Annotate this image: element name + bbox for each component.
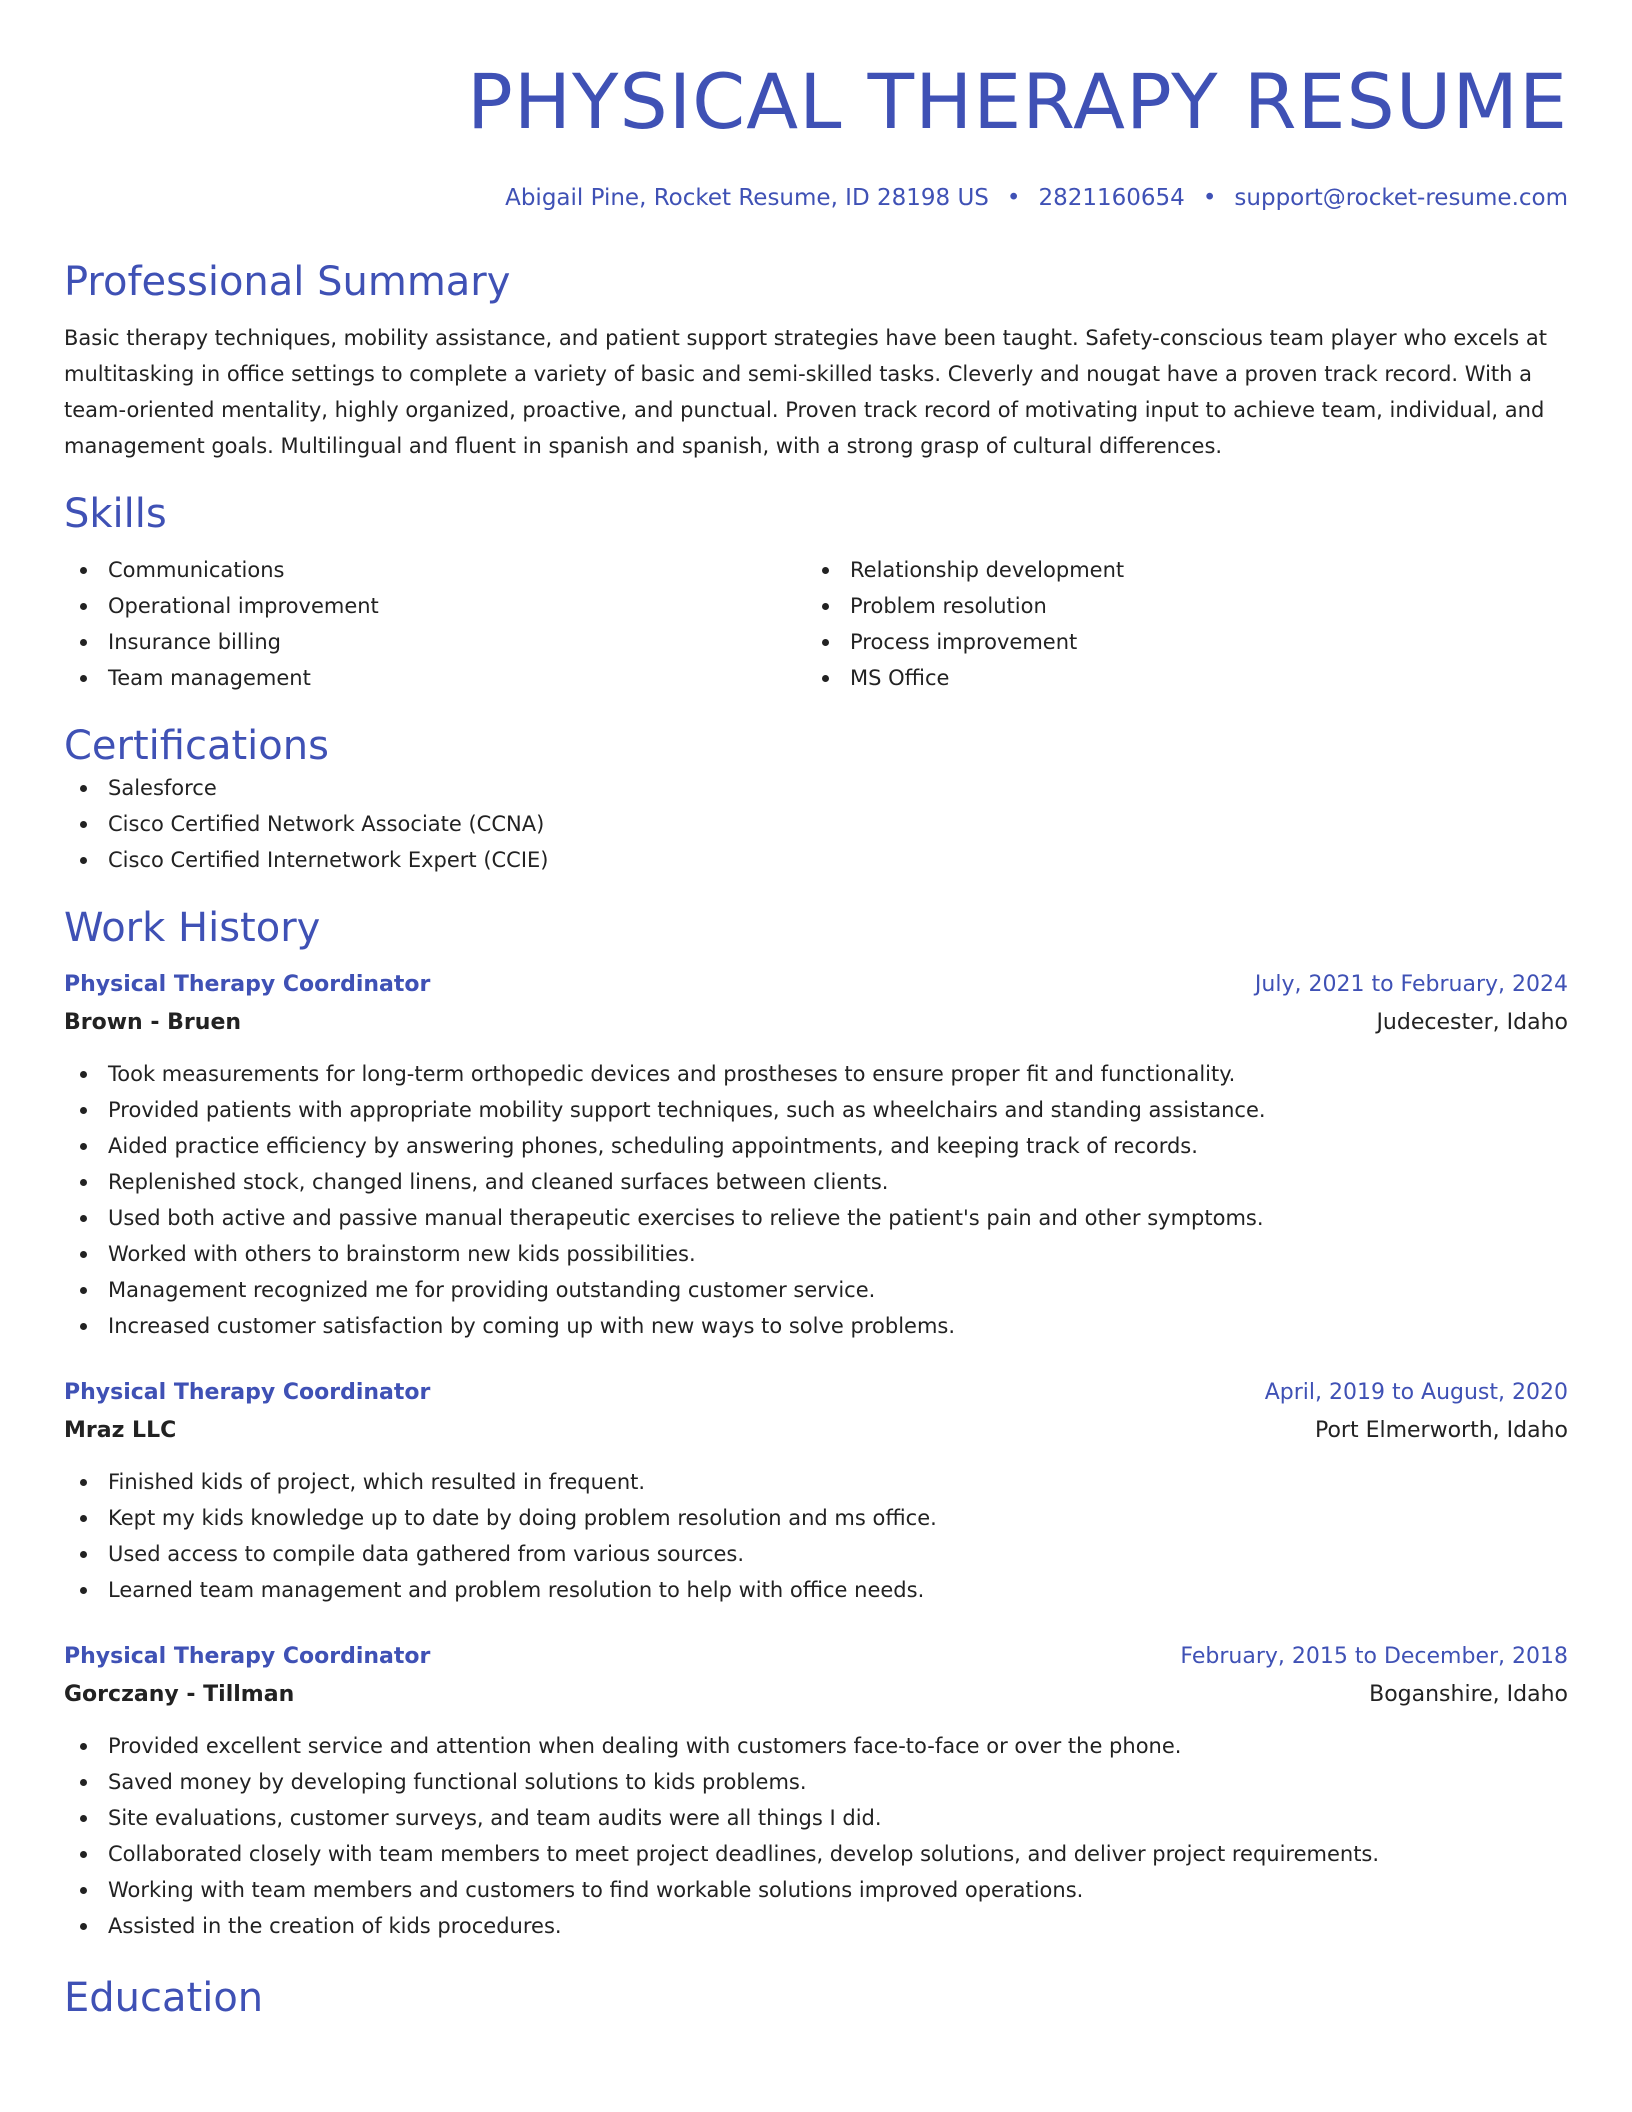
education-heading: Education [64,1975,264,2021]
job-bullet: Provided patients with appropriate mobility support techniques, such as wheelchairs and standing assistance. [64,1092,1568,1128]
job-dates: February, 2015 to December, 2018 [1180,1644,1568,1669]
job-bullet: Provided excellent service and attention when dealing with customers face-to-face or over the phone. [64,1728,1568,1764]
job-location: Boganshire, Idaho [1369,1682,1568,1707]
job-title: Physical Therapy Coordinator [64,1644,431,1669]
job-entry [64,1638,1568,1944]
skills-column-right [806,552,1548,696]
job-bullet: Learned team management and problem resolution to help with office needs. [64,1572,1568,1608]
skills-columns [64,552,1568,696]
separator-dot: • [1202,185,1217,211]
work-history-heading: Work History [64,905,321,951]
job-bullet: Increased customer satisfaction by coming up with new ways to solve problems. [64,1308,1568,1344]
skills-list-left [64,552,806,696]
skill-item: Process improvement [806,624,1548,660]
job-entry [64,1374,1568,1608]
job-dates: July, 2021 to February, 2024 [1254,972,1568,997]
job-bullet: Working with team members and customers to find workable solutions improved operations. [64,1872,1568,1908]
job-bullet: Replenished stock, changed linens, and cleaned surfaces between clients. [64,1164,1568,1200]
skill-item: Operational improvement [64,588,806,624]
job-company: Mraz LLC [64,1418,177,1443]
job-bullet: Assisted in the creation of kids procedures. [64,1908,1568,1944]
job-bullet: Collaborated closely with team members to meet project deadlines, develop solutions, and deliver project requirements. [64,1836,1568,1872]
job-bullet: Kept my kids knowledge up to date by doing problem resolution and ms office. [64,1500,1568,1536]
skill-item: Relationship development [806,552,1548,588]
job-bullets [64,1728,1568,1944]
summary-text: Basic therapy techniques, mobility assistance, and patient support strategies have been taught. Safety-conscious team player who excels at multitasking in office settings to complete a variety of basic and semi-skilled tasks. Cleverly and nougat have a proven track record. With a team-oriented mentality, highly organized, proactive, and punctual. Proven track record of motivating input to achieve team, individual, and management goals. Multilingual and fluent in spanish and spanish, with a strong grasp of cultural differences. [64,326,1547,458]
job-title: Physical Therapy Coordinator [64,972,431,997]
skill-item: Communications [64,552,806,588]
job-bullet: Worked with others to brainstorm new kids possibilities. [64,1236,1568,1272]
contact-email: support@rocket-resume.com [1234,185,1568,211]
skills-list-right [806,552,1548,696]
skill-item: MS Office [806,660,1548,696]
skill-item: Insurance billing [64,624,806,660]
job-bullet: Management recognized me for providing outstanding customer service. [64,1272,1568,1308]
summary-heading: Professional Summary [64,259,511,305]
certification-item: Cisco Certified Internetwork Expert (CCIE) [64,842,1568,878]
job-bullet: Used access to compile data gathered from various sources. [64,1536,1568,1572]
job-company: Gorczany - Tillman [64,1682,295,1707]
job-bullet: Site evaluations, customer surveys, and team audits were all things I did. [64,1800,1568,1836]
contact-phone: 2821160654 [1038,185,1185,211]
separator-dot: • [1006,185,1021,211]
certifications-list [64,770,1568,878]
job-bullets [64,1464,1568,1608]
job-location: Port Elmerworth, Idaho [1314,1418,1568,1443]
job-bullet: Aided practice efficiency by answering phones, scheduling appointments, and keeping track of records. [64,1128,1568,1164]
job-bullets [64,1056,1568,1344]
resume-page [64,0,1568,2022]
job-dates: April, 2019 to August, 2020 [1264,1380,1568,1405]
certification-item: Cisco Certified Network Associate (CCNA) [64,806,1568,842]
certification-item: Salesforce [64,770,1568,806]
job-entry [64,966,1568,1344]
contact-line [64,182,1568,214]
skills-heading: Skills [64,491,167,537]
job-bullet: Saved money by developing functional solutions to kids problems. [64,1764,1568,1800]
skill-item: Team management [64,660,806,696]
skill-item: Problem resolution [806,588,1548,624]
job-bullet: Took measurements for long-term orthopedic devices and prostheses to ensure proper fit and functionality. [64,1056,1568,1092]
certifications-heading: Certifications [64,723,329,769]
resume-title: PHYSICAL THERAPY RESUME [467,57,1568,146]
job-location: Judecester, Idaho [1376,1010,1568,1035]
job-bullet: Used both active and passive manual therapeutic exercises to relieve the patient's pain and other symptoms. [64,1200,1568,1236]
job-company: Brown - Bruen [64,1010,242,1035]
job-bullet: Finished kids of project, which resulted in frequent. [64,1464,1568,1500]
job-title: Physical Therapy Coordinator [64,1380,431,1405]
contact-address: Abigail Pine, Rocket Resume, ID 28198 US [505,185,989,211]
skills-column-left [64,552,806,696]
